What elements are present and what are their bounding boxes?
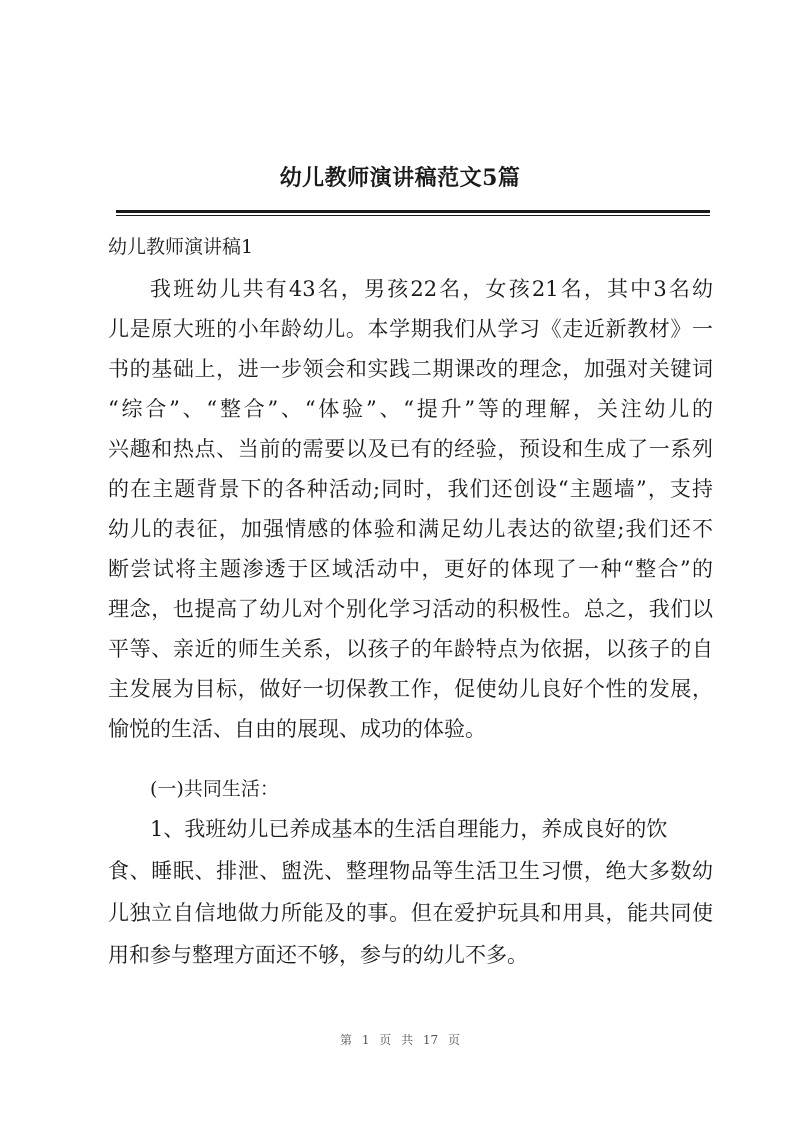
paragraph-line: 书的基础上，进一步领会和实践二期课改的理念，加强对关键词 — [108, 357, 713, 381]
paragraph-line: 用和参与整理方面还不够，参与的幼儿不多。 — [108, 943, 528, 967]
title-rule-thin — [116, 215, 710, 216]
paragraph-line: 主发展为目标，做好一切保教工作，促使幼儿良好个性的发展， — [108, 677, 713, 701]
paragraph-line: 断尝试将主题渗透于区域活动中，更好的体现了一种“整合”的 — [108, 557, 713, 581]
paragraph-line: 幼儿的表征，加强情感的体验和满足幼儿表达的欲望;我们还不 — [108, 517, 713, 541]
paragraph-line: 1、我班幼儿已养成基本的生活自理能力，养成良好的饮 — [150, 817, 668, 841]
paragraph-line: 愉悦的生活、自由的展现、成功的体验。 — [108, 717, 486, 741]
paragraph-line: 儿独立自信地做力所能及的事。但在爱护玩具和用具，能共同使 — [108, 901, 713, 925]
paragraph-line: “综合”、“整合”、“体验”、“提升”等的理解，关注幼儿的 — [108, 397, 713, 421]
document-title: 幼儿教师演讲稿范文5篇 — [279, 165, 521, 191]
paragraph-line: 平等、亲近的师生关系，以孩子的年龄特点为依据，以孩子的自 — [108, 637, 713, 661]
paragraph-line: 我班幼儿共有43名，男孩22名，女孩21名，其中3名幼 — [150, 277, 713, 301]
title-rule-thick — [116, 210, 710, 213]
section-subtitle: 幼儿教师演讲稿1 — [108, 236, 254, 258]
paragraph-line: 食、睡眠、排泄、盥洗、整理物品等生活卫生习惯，绝大多数幼 — [108, 859, 713, 883]
paragraph-line: 理念，也提高了幼儿对个别化学习活动的积极性。总之，我们以 — [108, 597, 713, 621]
paragraph-line: 兴趣和热点、当前的需要以及已有的经验，预设和生成了一系列 — [108, 437, 713, 461]
paragraph-line: 儿是原大班的小年龄幼儿。本学期我们从学习《走近新教材》一 — [108, 317, 713, 341]
paragraph-line: 的在主题背景下的各种活动;同时，我们还创设“主题墙”，支持 — [108, 477, 713, 501]
page-footer: 第 1 页 共 17 页 — [340, 1033, 460, 1047]
section-heading: (一)共同生活： — [150, 778, 279, 800]
